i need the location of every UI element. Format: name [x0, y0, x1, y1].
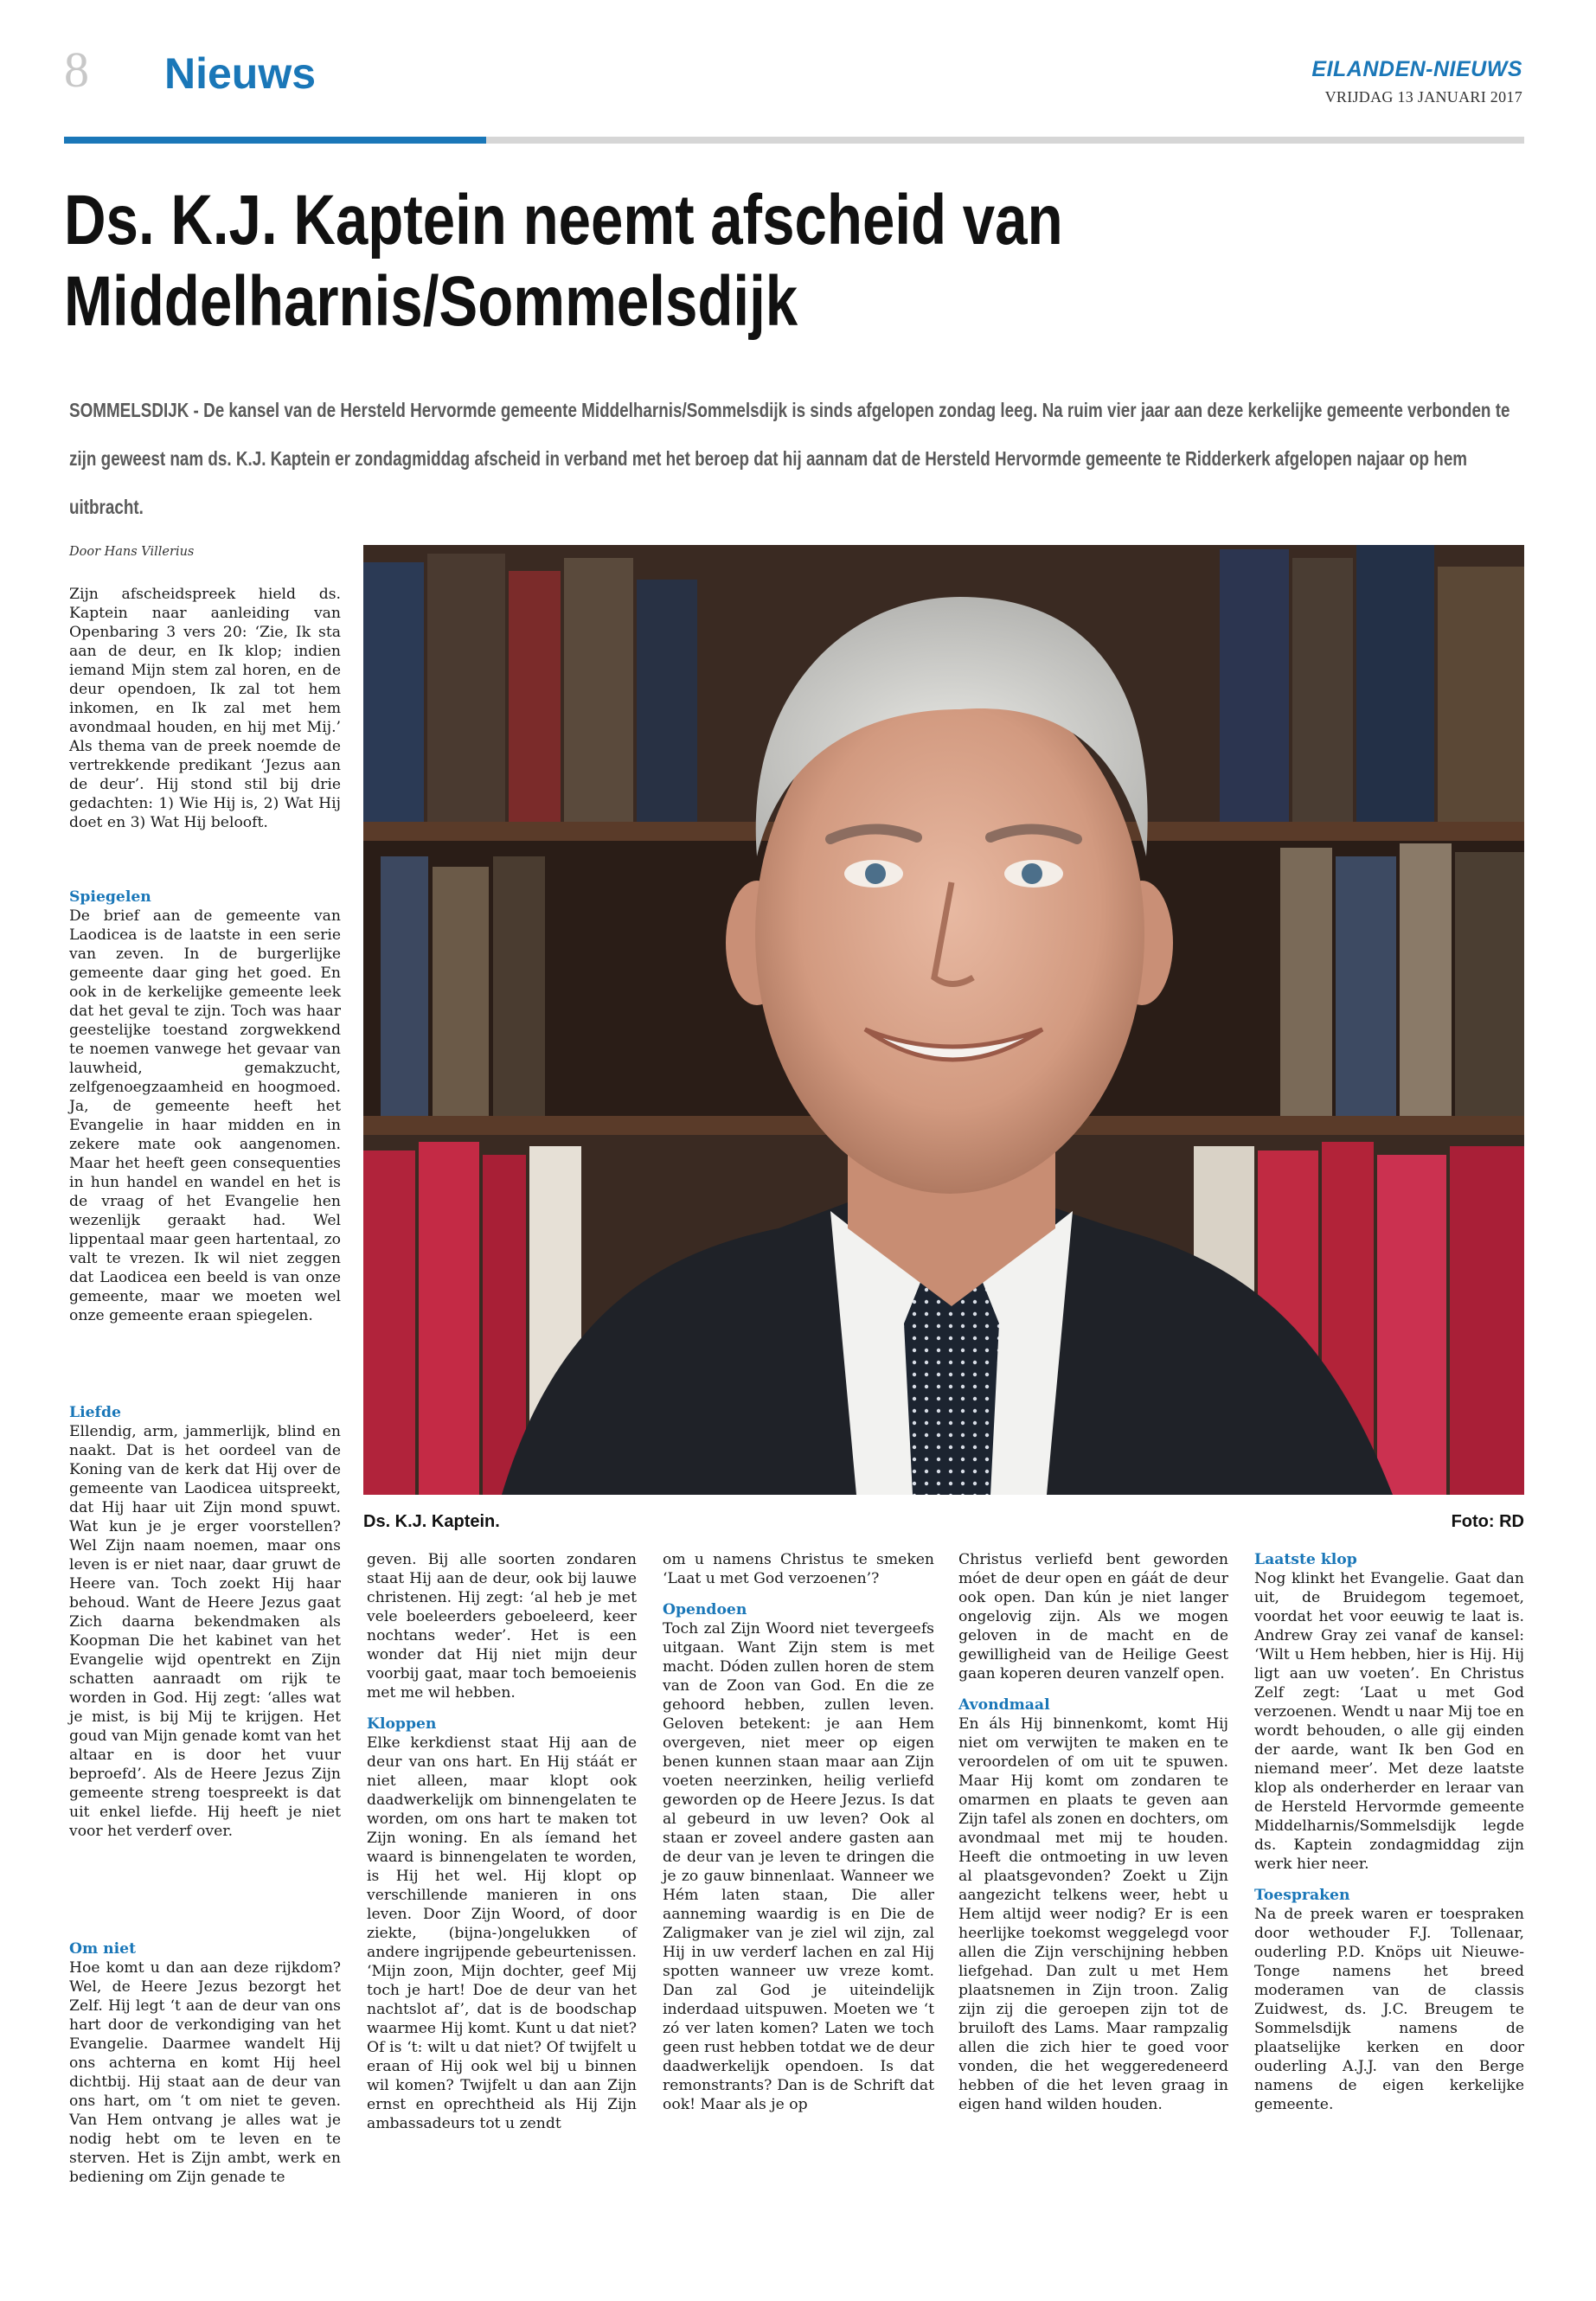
header-rule: [486, 137, 1524, 144]
headline-line-1: Ds. K.J. Kaptein neemt afscheid van: [64, 181, 1063, 260]
paragraph-col2-continuation: geven. Bij alle soorten zondaren staat Hij aan de deur, ook bij lauwe christenen. Hij zegt: ‘al heb je met vele boeleerders geboeleerd, keer nochtans weder’. Het is een wonder dat Hij niet mijn deur voorbij gaat, maar toch bemoeienis met me wil hebben.: [367, 1551, 637, 1702]
paragraph-spiegelen: De brief aan de gemeente van Laodicea is de laatste in een serie van zeven. In de burgerlijke gemeente daar ging het goed. En ook in de kerkelijke gemeente leek dat het geval te zijn. Toch was haar geestelijke toestand zorgwekkend te noemen vanwege het gevaar van lauwheid, gemakzucht, zelfgenoegzaamheid en hoogmoed. Ja, de gemeente heeft het Evangelie in haar midden en in zekere mate ook aangenomen. Maar het heeft geen consequenties in hun handel en wandel en het is de vraag of het Evangelie hen wezenlijk geraakt had. Wel lippentaal maar geen hartentaal, zo valt te vrezen. Ik wil niet zeggen dat Laodicea een beeld is van onze gemeente, maar we moeten wel onze gemeente eraan spiegelen.: [69, 907, 341, 1324]
photo-caption: Ds. K.J. Kaptein.: [363, 1512, 500, 1531]
article-column-5: [1254, 1550, 1524, 2114]
paragraph-opendoen: Toch zal Zijn Woord niet tevergeefs uitgaan. Want Zijn stem is met macht. Dóden zullen horen de stem van de Zoon van God. En die ze gehoord hebben, zullen leven. Geloven betekent: je aan Hem overgeven, niet meer op eigen benen kunnen staan maar aan Zijn voeten neerzinken, heilig verliefd geworden op de Heere Jezus. Is dat al gebeurd in uw leven? Ook al staan er zoveel andere gasten aan de deur van je leven te dringen die je zo gauw binnenlaat. Wanneer we Hém laten staan, Die aller aanneming waardig is en Die de Zaligmaker van je ziel wil zijn, zal Hij in uw verderf lachen en zal Hij spotten wanneer uw vreze komt. Dan zal God je uiteindelijk inderdaad uitspuwen. Moeten we ‘t zó ver laten komen? Laten we toch geen rust hebben totdat we de deur daadwerkelijk opendoen. Is dat remonstrants? Dan is de Schrift dat ook! Maar als je op: [663, 1620, 934, 2113]
article-column-4: [958, 1550, 1228, 2114]
paragraph-toespraken: Na de preek waren er toespraken door wethouder F.J. Tollenaar, ouderling P.D. Knöps uit Nieuwe-Tonge namens het breed moderamen van de classis Zuidwest, ds. J.C. Breugem te Sommelsdijk namens de plaatselijke kerken en door ouderling A.J.J. van den Berge namens de eigen kerkelijke gemeente.: [1254, 1906, 1524, 2113]
header-rule-accent: [64, 137, 486, 144]
paragraph-om-niet: Hoe komt u dan aan deze rijkdom? Wel, de Heere Jezus bezorgt het Zelf. Hij legt ‘t aan de deur van ons hart door de verkondiging van het Evangelie. Daarmee wandelt Hij ons achterna en komt Hij heel dichtbij. Hij staat aan de deur van ons hart, om ‘t om niet te geven. Van Hem ontvang je alles wat je nodig hebt om te leven en te sterven. Het is Zijn ambt, werk en bediening om Zijn genade te: [69, 1959, 341, 2186]
subheading-om-niet: Om niet: [69, 1940, 137, 1958]
portrait-illustration: [363, 545, 1524, 1495]
paragraph-liefde: Ellendig, arm, jammerlijk, blind en naakt. Dat is het oordeel van de Koning van de kerk dat Hij over de gemeente van Laodicea uitspreekt, dat Hij haar uit Zijn mond spuwt. Wat kun je je erger voorstellen? Wel Zijn naam noemen, maar ons leven is er niet naar, daar gruwt de Heere van. Toch zoekt Hij haar behoud. Want de Heere Jezus gaat Zich daarna bekendmaken als Koopman Die het kabinet van het Evangelie wijd opentrekt en Zijn schatten aanraadt om rijk te worden in God. Hij zegt: ‘alles wat je mist, is bij Mij te krijgen. Het goud van Mijn genade komt van het altaar en is door het vuur beproefd’. Als de Heere Jezus Zijn gemeente streng toespreekt is dat uit enkel liefde. Hij heeft je niet voor het verderf over.: [69, 1423, 341, 1840]
paragraph-col3-continuation: om u namens Christus te smeken ‘Laat u met God verzoenen’?: [663, 1551, 934, 1587]
subheading-kloppen: Kloppen: [367, 1715, 437, 1733]
paragraph-col4-continuation: Christus verliefd bent geworden móet de deur open en gáát de deur ook open. Dan kún je niet langer ongelovig zijn. Als we mogen geloven in de macht en de gewilligheid van de Heilige Geest gaan koperen deuren vanzelf open.: [958, 1551, 1228, 1682]
issue-date: VRIJDAG 13 JANUARI 2017: [1324, 88, 1522, 106]
page-number: 8: [64, 42, 89, 98]
headline-line-2: Middelharnis/Sommelsdijk: [64, 262, 798, 341]
headline: [64, 180, 1263, 343]
subheading-toespraken: Toespraken: [1254, 1887, 1350, 1904]
paragraph-laatste-klop: Nog klinkt het Evangelie. Gaat dan uit, de Bruidegom tegemoet, voordat het voor eeuwig te laat is. Andrew Gray zei vanaf de kansel: ‘Wilt u Hem hebben, hier is Hij. Hij ligt aan uw voeten’. En Christus Zelf zegt: ‘Laat u met God verzoenen. Wendt u naar Mij toe en wordt behouden, o alle gij einden der aarde, want Ik ben God en niemand meer’. Met deze laatste klop als onderherder en leraar van de Hersteld Hervormde gemeente Middelharnis/Sommelsdijk legde ds. Kaptein zondagmiddag zijn werk hier neer.: [1254, 1570, 1524, 1873]
article-section-om-niet: [69, 1939, 341, 2187]
paragraph-avondmaal: En áls Hij binnenkomt, komt Hij niet om verwijten te maken en te veroordelen of om uit te spuwen. Maar Hij komt om zondaren te omarmen en plaats te geven aan Zijn tafel als zonen en dochters, om avondmaal met mij te houden. Heeft die ontmoeting in uw leven al plaatsgevonden? Zoekt u Zijn aangezicht telkens weer, hebt u Hem altijd weer nodig? Er is een heerlijke toekomst weggelegd voor allen die Zijn verschijning hebben liefgehad. Dan zult u met Hem plaatsnemen in Zijn troon. Zalig zijn zij die geroepen zijn tot de bruiloft des Lams. Maar rampzalig allen die zich hier te goed voor vonden, die het weggeredeneerd hebben of die het leven graag in eigen hand wilden houden.: [958, 1715, 1228, 2113]
article-column-2: [367, 1550, 637, 2133]
subheading-opendoen: Opendoen: [663, 1601, 747, 1618]
article-section-liefde: [69, 1403, 341, 1841]
portrait-photo: [363, 545, 1524, 1495]
intro-paragraph: Zijn afscheidspreek hield ds. Kaptein naar aanleiding van Openbaring 3 vers 20: ‘Zie, Ik sta aan de deur, en Ik klop; indien iemand Mijn stem zal horen, en de deur opendoen, Ik zal tot hem inkomen, en Ik zal met hem avondmaal houden, en hij met Mij.’ Als thema van de preek noemde de vertrekkende predikant ‘Jezus aan de deur’. Hij stond stil bij drie gedachten: 1) Wie Hij is, 2) Wat Hij doet en 3) Wat Hij belooft.: [69, 586, 341, 831]
section-title: Nieuws: [164, 49, 317, 98]
paragraph-kloppen: Elke kerkdienst staat Hij aan de deur van ons hart. En Hij stáát er niet alleen, maar klopt ook daadwerkelijk om binnengelaten te worden, om ons hart te maken tot Zijn woning. En als íemand het waard is binnengelaten te worden, is Hij het wel. Hij klopt op verschillende manieren in ons leven. Door Zijn Woord, of door ziekte, (bijna-)ongelukken of andere ingrijpende gebeurtenissen. ‘Mijn zoon, Mijn dochter, geef Mij toch je hart! Doe de deur van het nachtslot af’, dat is de boodschap waarmee Hij komt. Kunt u dat niet? Of is ‘t: wilt u dat niet? Of twijfelt u eraan of Hij ook wel bij u binnen wil komen? Twijfelt u dan aan Zijn ernst en oprechtheid als Hij Zijn ambassadeurs tot u zendt: [367, 1734, 637, 2132]
subheading-spiegelen: Spiegelen: [69, 888, 151, 906]
subheading-laatste-klop: Laatste klop: [1254, 1551, 1357, 1568]
byline: Door Hans Villerius: [69, 545, 195, 559]
article-section-spiegelen: [69, 888, 341, 1325]
lead-paragraph: SOMMELSDIJK - De kansel van de Hersteld Hervormde gemeente Middelharnis/Sommelsdijk is sinds afgelopen zondag leeg. Na ruim vier jaar aan deze kerkelijke gemeente verbonden te zijn geweest nam ds. K.J. Kaptein er zondagmiddag afscheid in verband met het beroep dat hij aannam dat de Hersteld Hervormde gemeente te Ridderkerk afgelopen najaar op hem uitbracht.: [69, 399, 1510, 518]
masthead-logo: EILANDEN-NIEUWS: [1311, 57, 1522, 81]
article-column-3: [663, 1550, 934, 2114]
subheading-liefde: Liefde: [69, 1404, 121, 1421]
subheading-avondmaal: Avondmaal: [958, 1696, 1050, 1714]
article-column-1: [69, 585, 341, 832]
photo-credit: Foto: RD: [1451, 1512, 1524, 1531]
